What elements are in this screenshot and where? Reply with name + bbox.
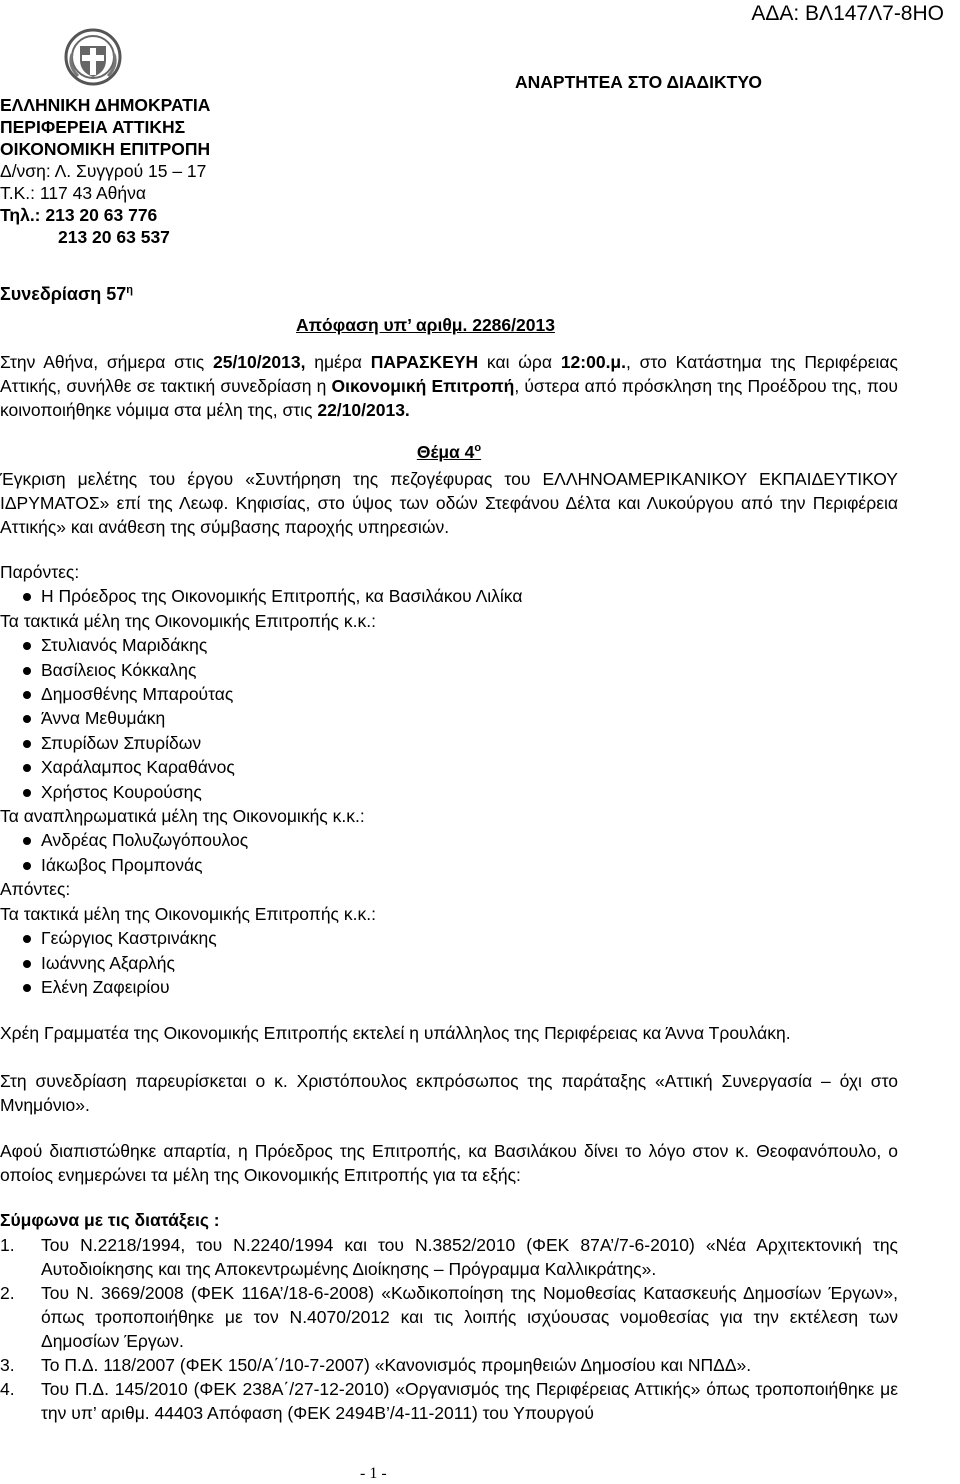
bullet-icon [23,862,31,870]
bullet-icon [23,837,31,845]
list-item [0,633,898,657]
president-name: Η Πρόεδρος της Οικονομικής Επιτροπής, κα Βασιλάκου Λιλίκα [41,586,523,607]
intro-text: και ώρα [478,352,561,372]
list-item [0,584,898,608]
member-name: Ελένη Ζαφειρίου [41,976,170,997]
bullet-icon [23,740,31,748]
provision-number: 3. [0,1355,15,1375]
provision-text: Του Ν. 3669/2008 (ΦΕΚ 116Α’/18-6-2008) «Κωδικοποίηση της Νομοθεσίας Κατασκευής Δημοσίων Έργων», όπως τροποποιήθηκε με τον Ν.4070/2012 και τις λοιπής ισχύουσας νομοθεσίας για την εκτέλεση των Δημοσίων Έργων. [41,1283,898,1351]
bullet-icon [23,984,31,992]
header-line: Τ.Κ.: 117 43 Αθήνα [0,183,147,203]
provision-number: 4. [0,1379,15,1399]
provision-text: Του Ν.2218/1994, του Ν.2240/1994 και του Ν.3852/2010 (ΦΕΚ 87Α’/7-6-2010) «Νέα Αρχιτεκτονική της Αυτοδιοίκησης και της Αποκεντρωμένης Διοίκησης – Πρόγραμμα Καλλικράτης». [41,1235,898,1279]
absent-label: Απόντες: [0,879,71,900]
topic-sup: ο [474,442,482,455]
provision-item [0,1281,898,1353]
provision-item [0,1377,898,1425]
header-line: 213 20 63 537 [58,227,170,247]
ada-code: ΑΔΑ: ΒΛ147Λ7-8ΗΟ [751,2,944,25]
list-item [0,951,898,975]
bullet-icon [23,691,31,699]
member-name: Στυλιανός Μαριδάκης [41,635,208,656]
session-day: ΠΑΡΑΣΚΕΥΗ [370,352,479,372]
header-block [0,94,210,248]
member-name: Ιωάννης Αξαρλής [41,952,175,973]
present-note-paragraph: Στη συνεδρίαση παρευρίσκεται ο κ. Χριστόπουλος εκπρόσωπος της παράταξης «Αττική Συνεργασία – όχι στο Μνημόνιο». [0,1071,898,1115]
provisions-list [0,1233,898,1425]
intro-text: , ύστερα από πρόσκληση της Προέδρου της, που κοινοποιήθηκε νόμιμα στα μέλη της, στις [0,376,898,420]
provisions-title: Σύμφωνα με τις διατάξεις : [0,1210,220,1230]
topic-heading [0,442,898,463]
provision-text: Του Π.Δ. 145/2010 (ΦΕΚ 238Α΄/27-12-2010) «Οργανισμός της Περιφέρειας Αττικής» όπως τροποποιήθηκε με την υπ’ αριθμ. 44403 Απόφαση (ΦΕΚ 2494Β’/4-11-2011) του Υπουργού [41,1379,898,1423]
provision-item [0,1233,898,1281]
bullet-icon [23,667,31,675]
bullet-icon [23,715,31,723]
list-item [0,780,898,804]
header-line: ΕΛΛΗΝΙΚΗ ΔΗΜΟΚΡΑΤΙΑ [0,95,211,115]
list-item [0,853,898,877]
member-name: Σπυρίδων Σπυρίδων [41,732,202,753]
list-item [0,926,898,950]
regular-members-label: Τα τακτικά μέλη της Οικονομικής Επιτροπής κ.κ.: [0,610,376,631]
list-item [0,658,898,682]
bullet-icon [23,764,31,772]
session-title [0,284,133,305]
member-name: Ανδρέας Πολυζωγόπουλος [41,830,249,851]
bullet-icon [23,593,31,601]
intro-paragraph [0,350,898,422]
session-time: 12:00.μ. [560,352,627,372]
publish-notice: ΑΝΑΡΤΗΤΕΑ ΣΤΟ ΔΙΑΔΙΚΤΥΟ [515,72,762,92]
topic-text: Έγκριση μελέτης του έργου «Συντήρηση της πεζογέφυρας του ΕΛΛΗΝΟΑΜΕΡΙΚΑΝΙΚΟΥ ΕΚΠΑΙΔΕΥΤΙΚΟΥ ΙΔΡΥΜΑΤΟΣ» επί της Λεωφ. Κηφισίας, στο ύψος των οδών Στεφάνου Δέλτα και Λυκούργου από την Περιφέρεια Αττικής» και ανάθεση της σύμβασης παροχής υπηρεσιών. [0,469,898,537]
topic-label: Θέμα 4 [416,442,475,462]
member-name: Άννα Μεθυμάκη [41,708,166,729]
list-item [0,975,898,999]
member-name: Δημοσθένης Μπαρούτας [41,684,234,705]
secretary-paragraph: Χρέη Γραμματέα της Οικονομικής Επιτροπής εκτελεί η υπάλληλος της Περιφέρειας κα Άννα Τρουλάκη. [0,1023,791,1043]
decision-number: Απόφαση υπ’ αριθμ. 2286/2013 [296,315,555,335]
present-label: Παρόντες: [0,562,80,582]
list-item [0,828,898,852]
list-item [0,706,898,730]
provision-text: Το Π.Δ. 118/2007 (ΦΕΚ 150/Α΄/10-7-2007) «Κανονισμός προμηθειών Δημοσίου και ΝΠΔΔ». [41,1355,752,1375]
member-name: Ιάκωβος Προμπονάς [41,854,203,875]
intro-text: , στο Κατάστημα της Περιφέρειας Αττικής, συνήλθε σε τακτική συνεδρίαση η [0,352,898,396]
intro-text: ημέρα [305,352,371,372]
invite-date: 22/10/2013. [317,400,410,420]
list-item [0,731,898,755]
session-sup: η [126,284,134,296]
quorum-paragraph: Αφού διαπιστώθηκε απαρτία, η Πρόεδρος της Επιτροπής, κα Βασιλάκου δίνει το λόγο στον κ. Θεοφανόπουλο, ο οποίος ενημερώνει τα μέλη της Οικονομικής Επιτροπής για τα εξής: [0,1141,898,1185]
greek-emblem-icon [64,28,122,86]
bullet-icon [23,960,31,968]
member-name: Χαράλαμπος Καραθάνος [41,757,235,778]
list-item [0,755,898,779]
bullet-icon [23,789,31,797]
committee-name: Οικονομική Επιτροπή [331,376,515,396]
header-line: ΟΙΚΟΝΟΜΙΚΗ ΕΠΙΤΡΟΠΗ [0,139,211,159]
list-item [0,682,898,706]
member-name: Βασίλειος Κόκκαλης [41,659,197,680]
intro-text: Στην Αθήνα, σήμερα στις [0,352,213,372]
member-name: Γεώργιος Καστρινάκης [41,928,217,949]
bullet-icon [23,642,31,650]
session-date: 25/10/2013, [212,352,306,372]
provision-item [0,1353,898,1377]
bullet-icon [23,935,31,943]
page-number: - 1 - [360,1465,387,1482]
member-name: Χρήστος Κουρούσης [41,781,202,802]
absent-regular-label: Τα τακτικά μέλη της Οικονομικής Επιτροπής κ.κ.: [0,903,376,924]
header-line: Τηλ.: 213 20 63 776 [0,205,158,225]
header-line: Δ/νση: Λ. Συγγρού 15 – 17 [0,161,207,181]
header-line: ΠΕΡΙΦΕΡΕΙΑ ΑΤΤΙΚΗΣ [0,117,186,137]
attendance-block [0,560,898,999]
alternate-members-label: Τα αναπληρωματικά μέλη της Οικονομικής κ.κ.: [0,806,365,827]
provision-number: 2. [0,1283,15,1303]
session-text: Συνεδρίαση 57 [0,284,127,304]
provision-number: 1. [0,1235,15,1255]
